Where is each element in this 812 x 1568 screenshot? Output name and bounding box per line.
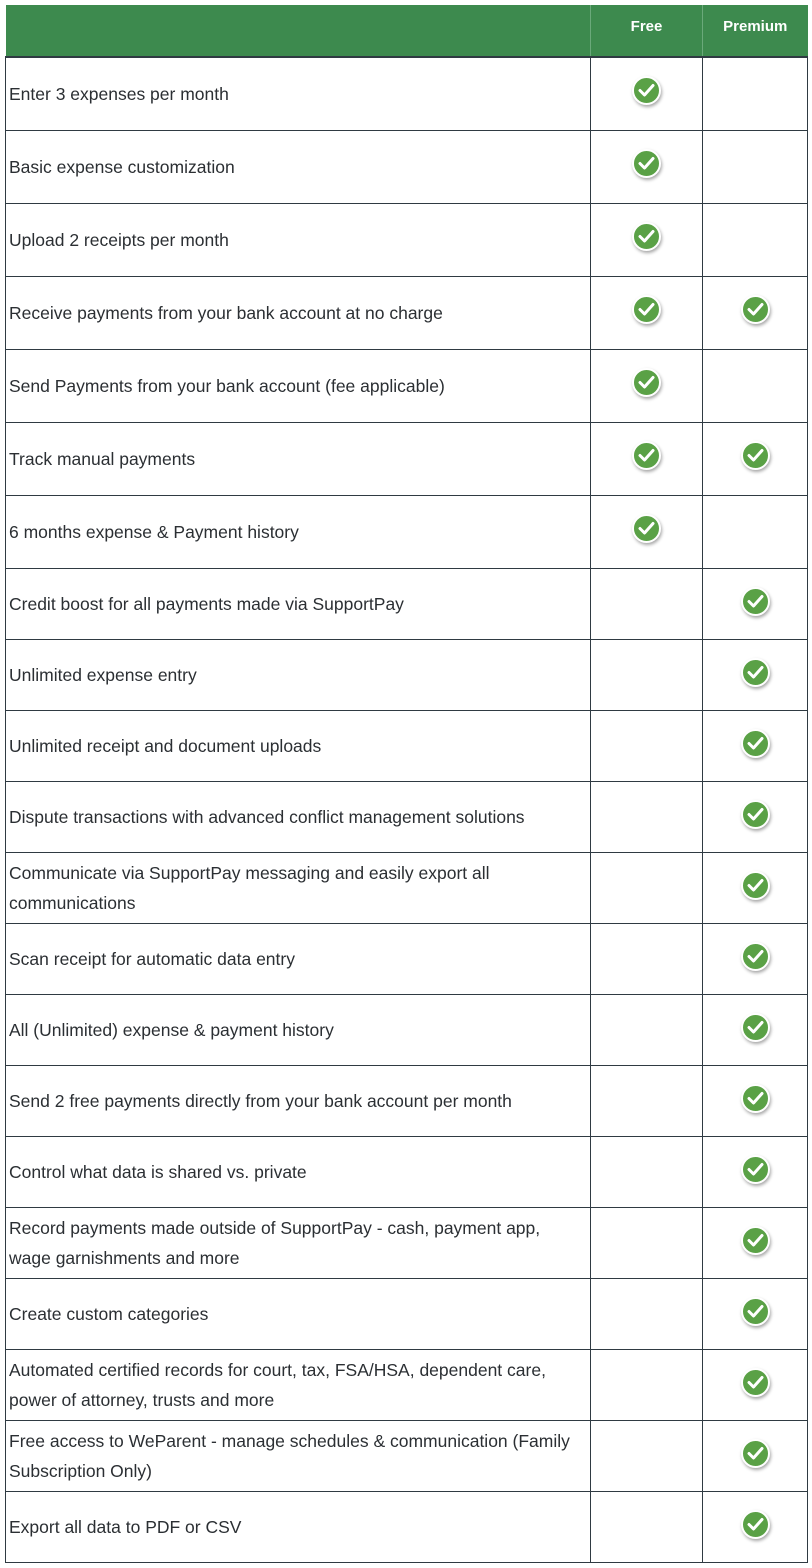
free-cell [591, 203, 703, 276]
feature-label: Automated certified records for court, tax, FSA/HSA, dependent care, power of attorney, trusts and more [6, 1349, 591, 1420]
checkmark-icon [741, 871, 770, 900]
premium-cell [703, 1420, 808, 1491]
table-row [6, 349, 808, 422]
premium-cell [703, 130, 808, 203]
free-cell [591, 349, 703, 422]
premium-cell [703, 1278, 808, 1349]
premium-cell [703, 639, 808, 710]
checkmark-icon [741, 587, 770, 616]
free-cell [591, 1065, 703, 1136]
free-cell [591, 568, 703, 639]
premium-cell [703, 1207, 808, 1278]
checkmark-icon [632, 368, 661, 397]
feature-label: Track manual payments [6, 422, 591, 495]
table-row [6, 1420, 808, 1491]
feature-label: Scan receipt for automatic data entry [6, 923, 591, 994]
free-cell [591, 422, 703, 495]
checkmark-icon [741, 441, 770, 470]
checkmark-icon [741, 1155, 770, 1184]
feature-label: Create custom categories [6, 1278, 591, 1349]
premium-cell [703, 710, 808, 781]
feature-label: Enter 3 expenses per month [6, 57, 591, 130]
premium-cell [703, 495, 808, 568]
checkmark-icon [741, 1297, 770, 1326]
checkmark-icon [741, 1368, 770, 1397]
free-cell [591, 1491, 703, 1562]
checkmark-icon [741, 1439, 770, 1468]
feature-label: Unlimited expense entry [6, 639, 591, 710]
table-row [6, 495, 808, 568]
free-cell [591, 994, 703, 1065]
table-row [6, 203, 808, 276]
feature-label: Unlimited receipt and document uploads [6, 710, 591, 781]
feature-label: Upload 2 receipts per month [6, 203, 591, 276]
checkmark-icon [741, 1013, 770, 1042]
free-cell [591, 57, 703, 130]
checkmark-icon [741, 1510, 770, 1539]
free-cell [591, 495, 703, 568]
premium-cell [703, 203, 808, 276]
table-row [6, 422, 808, 495]
premium-cell [703, 1136, 808, 1207]
checkmark-icon [741, 729, 770, 758]
premium-cell [703, 781, 808, 852]
table-row [6, 276, 808, 349]
table-row [6, 568, 808, 639]
free-cell [591, 710, 703, 781]
feature-label: All (Unlimited) expense & payment history [6, 994, 591, 1065]
table-row [6, 1349, 808, 1420]
checkmark-icon [632, 514, 661, 543]
premium-cell [703, 349, 808, 422]
checkmark-icon [741, 1084, 770, 1113]
feature-label: 6 months expense & Payment history [6, 495, 591, 568]
premium-cell [703, 1349, 808, 1420]
feature-label: Send 2 free payments directly from your bank account per month [6, 1065, 591, 1136]
premium-cell [703, 276, 808, 349]
table-row [6, 1491, 808, 1562]
table-body [6, 57, 808, 1562]
premium-cell [703, 852, 808, 923]
table-header-row [6, 5, 808, 57]
plan-comparison-table [5, 5, 808, 1563]
table-row [6, 1065, 808, 1136]
free-cell [591, 1136, 703, 1207]
table-row [6, 852, 808, 923]
checkmark-icon [632, 441, 661, 470]
free-cell [591, 1207, 703, 1278]
comparison-table-wrapper [5, 5, 808, 1563]
premium-cell [703, 994, 808, 1065]
free-cell [591, 1278, 703, 1349]
checkmark-icon [632, 149, 661, 178]
free-column-header: Free [591, 5, 703, 57]
checkmark-icon [632, 295, 661, 324]
feature-label: Record payments made outside of SupportPay - cash, payment app, wage garnishments and more [6, 1207, 591, 1278]
free-cell [591, 852, 703, 923]
feature-label: Control what data is shared vs. private [6, 1136, 591, 1207]
table-row [6, 57, 808, 130]
free-cell [591, 276, 703, 349]
table-row [6, 130, 808, 203]
checkmark-icon [741, 800, 770, 829]
checkmark-icon [741, 942, 770, 971]
feature-label: Send Payments from your bank account (fee applicable) [6, 349, 591, 422]
table-row [6, 639, 808, 710]
checkmark-icon [632, 76, 661, 105]
feature-label: Receive payments from your bank account at no charge [6, 276, 591, 349]
premium-cell [703, 568, 808, 639]
feature-label: Export all data to PDF or CSV [6, 1491, 591, 1562]
premium-cell [703, 923, 808, 994]
checkmark-icon [741, 1226, 770, 1255]
premium-cell [703, 57, 808, 130]
premium-cell [703, 1065, 808, 1136]
table-row [6, 1136, 808, 1207]
table-row [6, 923, 808, 994]
premium-cell [703, 422, 808, 495]
feature-label: Communicate via SupportPay messaging and easily export all communications [6, 852, 591, 923]
free-cell [591, 1349, 703, 1420]
free-cell [591, 923, 703, 994]
table-row [6, 1207, 808, 1278]
free-cell [591, 1420, 703, 1491]
premium-cell [703, 1491, 808, 1562]
free-cell [591, 781, 703, 852]
table-row [6, 994, 808, 1065]
feature-label: Credit boost for all payments made via SupportPay [6, 568, 591, 639]
checkmark-icon [741, 658, 770, 687]
checkmark-icon [632, 222, 661, 251]
free-cell [591, 130, 703, 203]
checkmark-icon [741, 295, 770, 324]
free-cell [591, 639, 703, 710]
table-row [6, 1278, 808, 1349]
feature-column-header [6, 5, 591, 57]
feature-label: Basic expense customization [6, 130, 591, 203]
feature-label: Dispute transactions with advanced conflict management solutions [6, 781, 591, 852]
feature-label: Free access to WeParent - manage schedules & communication (Family Subscription Only) [6, 1420, 591, 1491]
premium-column-header: Premium [703, 5, 808, 57]
table-row [6, 710, 808, 781]
table-row [6, 781, 808, 852]
